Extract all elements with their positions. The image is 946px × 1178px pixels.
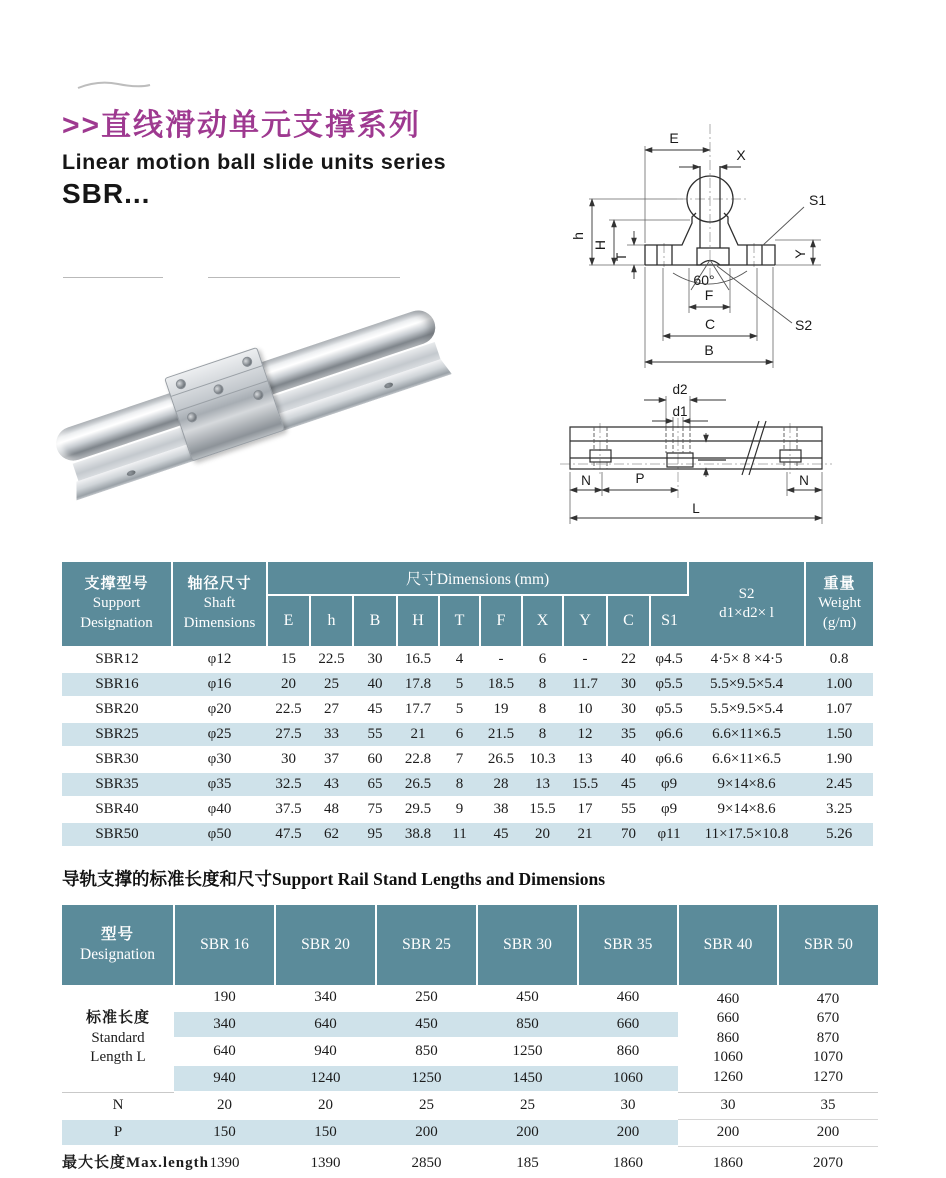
cell: 150 (174, 1119, 275, 1146)
cell: 30 (678, 1092, 778, 1119)
divider-line (208, 277, 400, 278)
block-screw (186, 411, 199, 424)
cell: 200 (778, 1119, 878, 1146)
cell: 25 (310, 672, 353, 697)
cell: 13 (522, 772, 563, 797)
product-photo (50, 295, 470, 535)
header-text: (g/m) (822, 614, 857, 631)
cell: 47.5 (267, 822, 310, 846)
header-text: 轴径尺寸 (187, 575, 252, 592)
cell: 640 (213, 1043, 236, 1059)
cell: 150 (275, 1119, 376, 1146)
cell: 2.45 (805, 772, 873, 797)
cell: 4·5× 8 ×4·5 (688, 647, 805, 672)
cell: 850 (477, 1011, 578, 1038)
front-view-diagram (557, 110, 946, 395)
divider-line (63, 277, 163, 278)
cell: 95 (353, 822, 397, 846)
cell: 1240 (275, 1065, 376, 1092)
header-col-E: E (267, 595, 310, 647)
lengths-table (62, 905, 878, 1178)
cell: 940 (314, 1043, 337, 1059)
cell-line: 1060 (713, 1049, 743, 1065)
cell: φ6.6 (650, 722, 688, 747)
header-shaft-dimensions (172, 562, 267, 647)
header-sbr50: SBR 50 (778, 905, 878, 985)
table-row (62, 1119, 878, 1146)
cell: 940 (174, 1065, 275, 1092)
dim-label-F: F (704, 287, 714, 303)
header-col-B: B (353, 595, 397, 647)
header-weight (805, 562, 873, 647)
cell: 1390 (275, 1146, 376, 1178)
cell: 29.5 (397, 797, 439, 822)
cell-line: 670 (816, 1010, 840, 1026)
table-row (62, 772, 873, 797)
header-text: S2 (738, 585, 755, 602)
cell: 20 (275, 1092, 376, 1119)
table-row (62, 672, 873, 697)
cell: 48 (310, 797, 353, 822)
cell: 25 (477, 1092, 578, 1119)
cell: 1450 (477, 1065, 578, 1092)
cell: 21.5 (480, 722, 522, 747)
cell: φ9 (650, 797, 688, 822)
header-text: Dimensions (183, 614, 256, 631)
cell: φ11 (650, 822, 688, 846)
cell: 19 (480, 697, 522, 722)
cell: 450 (516, 989, 539, 1005)
cell: 30 (607, 672, 650, 697)
dim-label-Y: Y (792, 249, 808, 259)
header-col-T: T (439, 595, 480, 647)
cell: 40 (353, 672, 397, 697)
cell: 38.8 (397, 822, 439, 846)
cell: 45 (353, 697, 397, 722)
sbr40-length-stack (678, 985, 778, 1092)
cell: 27 (310, 697, 353, 722)
cell: 43 (310, 772, 353, 797)
cell: SBR30 (62, 747, 172, 772)
linear-rail-assembly (47, 290, 462, 524)
cell: 17.8 (397, 672, 439, 697)
cell: 22.8 (397, 747, 439, 772)
header-col-H: H (397, 595, 439, 647)
cell: φ12 (172, 647, 267, 672)
standard-length-label (62, 985, 174, 1092)
cell: 450 (376, 1011, 477, 1038)
header-text: Designation (80, 614, 153, 631)
header-designation (62, 905, 174, 985)
cell: 8 (522, 697, 563, 722)
cell: 27.5 (267, 722, 310, 747)
cell: 11×17.5×10.8 (688, 822, 805, 846)
cell: φ4.5 (650, 647, 688, 672)
cell: SBR25 (62, 722, 172, 747)
header-sbr20: SBR 20 (275, 905, 376, 985)
cell: 1390 (174, 1146, 275, 1178)
dim-label-C: C (704, 316, 716, 332)
dim-label-S1: S1 (809, 192, 827, 208)
cell: 200 (376, 1119, 477, 1146)
cell: 12 (563, 722, 607, 747)
header-col-h: h (310, 595, 353, 647)
cell: 55 (607, 797, 650, 822)
cell: SBR50 (62, 822, 172, 846)
cell: 20 (174, 1092, 275, 1119)
cell: 3.25 (805, 797, 873, 822)
cell: 4 (439, 647, 480, 672)
cell: 45 (607, 772, 650, 797)
cell: 20 (522, 822, 563, 846)
cell: 10.3 (522, 747, 563, 772)
cell: φ25 (172, 722, 267, 747)
cell: 13 (563, 747, 607, 772)
dim-label-N-left: N (581, 473, 591, 488)
cell: 26.5 (397, 772, 439, 797)
cell: 11.7 (563, 672, 607, 697)
cell: 200 (678, 1119, 778, 1146)
cell: 1860 (678, 1146, 778, 1178)
cell: 2070 (778, 1146, 878, 1178)
cell: 1.07 (805, 697, 873, 722)
cell: 22.5 (310, 647, 353, 672)
cell: 190 (213, 989, 236, 1005)
cell: φ50 (172, 822, 267, 846)
table-row (62, 985, 878, 1011)
header-sbr30: SBR 30 (477, 905, 578, 985)
header-sbr25: SBR 25 (376, 905, 477, 985)
table-row (62, 722, 873, 747)
cell: 45 (480, 822, 522, 846)
label-text: Standard (91, 1029, 145, 1046)
cell: SBR40 (62, 797, 172, 822)
cell: 200 (477, 1119, 578, 1146)
header-col-F: F (480, 595, 522, 647)
header-text: Designation (80, 946, 155, 963)
dim-label-d1: d1 (672, 404, 688, 419)
cell: φ6.6 (650, 747, 688, 772)
label-text: 标准长度 (85, 1010, 150, 1026)
dim-label-angle: 60° (693, 272, 715, 288)
cell: 20 (267, 672, 310, 697)
cell-line: 860 (716, 1029, 740, 1046)
sbr50-length-stack (778, 985, 878, 1092)
dim-label-N-right: N (799, 473, 809, 488)
table-row (62, 797, 873, 822)
cell: 21 (397, 722, 439, 747)
cell: 32.5 (267, 772, 310, 797)
cell: 30 (607, 697, 650, 722)
cell: 22.5 (267, 697, 310, 722)
header-sbr40: SBR 40 (678, 905, 778, 985)
cell: 1060 (578, 1065, 678, 1092)
cell: 65 (353, 772, 397, 797)
cell-line: 470 (816, 990, 840, 1007)
cell-line: 870 (816, 1029, 840, 1046)
cell: 25 (376, 1092, 477, 1119)
cell: 1.00 (805, 672, 873, 697)
cell: 37 (310, 747, 353, 772)
dim-label-P: P (635, 471, 645, 486)
header-dimensions-group: 尺寸Dimensions (mm) (267, 562, 688, 595)
decorative-swoosh (74, 76, 154, 94)
header-text: Support (92, 595, 141, 612)
cell: 1250 (376, 1065, 477, 1092)
cell: 62 (310, 822, 353, 846)
cell: SBR20 (62, 697, 172, 722)
cell: 30 (578, 1092, 678, 1119)
cell: 18.5 (480, 672, 522, 697)
cell: φ20 (172, 697, 267, 722)
table-row (62, 697, 873, 722)
cell: SBR12 (62, 647, 172, 672)
side-view-diagram (540, 378, 946, 550)
cell: 7 (439, 747, 480, 772)
cell: - (563, 647, 607, 672)
cell: SBR35 (62, 772, 172, 797)
cell: SBR16 (62, 672, 172, 697)
cell: φ5.5 (650, 672, 688, 697)
cell: 1.50 (805, 722, 873, 747)
cell: 33 (310, 722, 353, 747)
cell: 15 (267, 647, 310, 672)
header-col-S1: S1 (650, 595, 688, 647)
header-text: Shaft (203, 595, 236, 612)
header-text: Weight (818, 595, 862, 612)
cell: 660 (578, 1011, 678, 1038)
cell: 15.5 (522, 797, 563, 822)
cell-line: 1270 (813, 1068, 843, 1085)
label-text: Length L (90, 1049, 146, 1065)
block-screw (175, 378, 188, 391)
n-label: N (62, 1092, 174, 1119)
max-length-label: 最大长度Max.length (62, 1146, 174, 1178)
cell: 5.5×9.5×5.4 (688, 672, 805, 697)
cell: 6.6×11×6.5 (688, 747, 805, 772)
cell: 26.5 (480, 747, 522, 772)
cell: 16.5 (397, 647, 439, 672)
cell: 28 (480, 772, 522, 797)
page-title-model: SBR... (62, 178, 151, 209)
table-header-row (62, 905, 878, 985)
header-sbr16: SBR 16 (174, 905, 275, 985)
cell: 38 (480, 797, 522, 822)
cell: 6 (439, 722, 480, 747)
table-row (62, 1092, 878, 1119)
cell: 9×14×8.6 (688, 772, 805, 797)
dim-label-h: h (570, 232, 586, 240)
cell: 5 (439, 697, 480, 722)
cell: 6.6×11×6.5 (688, 722, 805, 747)
cell: 850 (415, 1043, 438, 1059)
header-text: 重量 (823, 575, 856, 592)
cell: 0.8 (805, 647, 873, 672)
table-row (62, 647, 873, 672)
cell: 70 (607, 822, 650, 846)
cell: 1860 (578, 1146, 678, 1178)
dim-label-E: E (669, 130, 679, 146)
section-title: 导轨支撑的标准长度和尺寸Support Rail Stand Lengths and Dimensions (62, 869, 606, 889)
cell: 37.5 (267, 797, 310, 822)
cell: 35 (607, 722, 650, 747)
cell: 5 (439, 672, 480, 697)
title-block (62, 100, 446, 210)
cell: 640 (275, 1011, 376, 1038)
block-screw (252, 389, 265, 402)
header-support-designation (62, 562, 172, 647)
cell: 8 (522, 672, 563, 697)
cell: φ35 (172, 772, 267, 797)
cell: 860 (616, 1043, 640, 1059)
header-text: 型号 (100, 925, 134, 943)
cell: 6 (522, 647, 563, 672)
p-label: P (62, 1119, 174, 1146)
cell: 340 (314, 989, 337, 1005)
cell: 200 (578, 1119, 678, 1146)
header-col-Y: Y (563, 595, 607, 647)
cell: 60 (353, 747, 397, 772)
block-screw (212, 383, 225, 396)
dim-label-T: T (613, 252, 629, 262)
cell: φ30 (172, 747, 267, 772)
cell: 30 (353, 647, 397, 672)
header-text: 支撑型号 (84, 575, 149, 592)
page-title-en: Linear motion ball slide units series (62, 150, 447, 174)
cell: 15.5 (563, 772, 607, 797)
table-row (62, 747, 873, 772)
cell: - (480, 647, 522, 672)
header-s2 (688, 562, 805, 647)
header-col-C: C (607, 595, 650, 647)
cell: 17 (563, 797, 607, 822)
table-header-row (62, 562, 873, 595)
cell: 8 (522, 722, 563, 747)
cell: 340 (174, 1011, 275, 1038)
cell: 17.7 (397, 697, 439, 722)
cell: 5.5×9.5×5.4 (688, 697, 805, 722)
cell: 11 (439, 822, 480, 846)
dim-label-S2: S2 (795, 317, 813, 333)
cell: 8 (439, 772, 480, 797)
lengths-table-wrap (62, 905, 878, 1178)
dim-label-B: B (704, 342, 714, 358)
dim-label-X: X (736, 147, 746, 163)
dim-label-d2: d2 (672, 382, 688, 397)
cell-line: 1070 (813, 1049, 843, 1065)
cell: 460 (616, 989, 640, 1005)
cell: 21 (563, 822, 607, 846)
table-row (62, 822, 873, 846)
cell: 30 (267, 747, 310, 772)
header-text: d1×d2× l (719, 605, 774, 621)
cell: 2850 (376, 1146, 477, 1178)
cell: 250 (415, 989, 438, 1005)
table-row (62, 1146, 878, 1178)
cell: 1.90 (805, 747, 873, 772)
cell: 35 (778, 1092, 878, 1119)
cell: 22 (607, 647, 650, 672)
header-sbr35: SBR 35 (578, 905, 678, 985)
header-col-X: X (522, 595, 563, 647)
cell-line: 660 (716, 1010, 740, 1026)
cell: 1250 (512, 1043, 543, 1059)
dimensions-table (62, 562, 873, 846)
dim-label-H: H (592, 239, 608, 251)
cell-line: 460 (716, 990, 740, 1007)
block-screw (241, 355, 254, 368)
cell: 5.26 (805, 822, 873, 846)
page-title-cn: >>直线滑动单元支撑系列 (62, 109, 422, 142)
cell: 185 (477, 1146, 578, 1178)
cell: 9×14×8.6 (688, 797, 805, 822)
cell: 55 (353, 722, 397, 747)
cell: 75 (353, 797, 397, 822)
cell: 10 (563, 697, 607, 722)
cell: φ40 (172, 797, 267, 822)
dimensions-table-wrap (62, 562, 873, 846)
cell: φ5.5 (650, 697, 688, 722)
dim-label-L: L (692, 501, 700, 516)
cell-line: 1260 (713, 1068, 743, 1085)
cell: 40 (607, 747, 650, 772)
cell: φ9 (650, 772, 688, 797)
cell: φ16 (172, 672, 267, 697)
cell: 9 (439, 797, 480, 822)
